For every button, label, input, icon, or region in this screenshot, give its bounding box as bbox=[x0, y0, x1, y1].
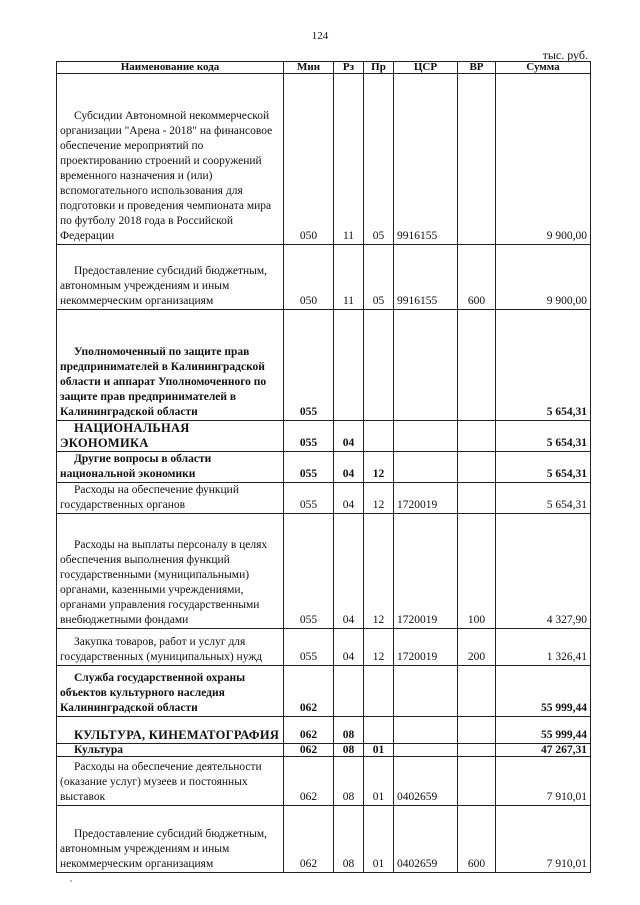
header-name: Наименование кода bbox=[57, 62, 284, 74]
cell-vr: 200 bbox=[458, 629, 496, 666]
cell-pr bbox=[364, 310, 394, 421]
cell-name: Расходы на обеспечение функций государственных органов bbox=[57, 483, 284, 514]
cell-vr bbox=[458, 421, 496, 452]
cell-sum: 5 654,31 bbox=[496, 452, 591, 483]
cell-pr bbox=[364, 421, 394, 452]
cell-sum: 55 999,44 bbox=[496, 717, 591, 744]
cell-csr bbox=[394, 666, 458, 717]
cell-csr bbox=[394, 452, 458, 483]
cell-sum: 5 654,31 bbox=[496, 421, 591, 452]
cell-sum: 7 910,01 bbox=[496, 757, 591, 806]
cell-csr: 1720019 bbox=[394, 483, 458, 514]
cell-vr bbox=[458, 744, 496, 757]
header-csr: ЦСР bbox=[394, 62, 458, 74]
cell-vr bbox=[458, 452, 496, 483]
page-number: 124 bbox=[311, 30, 329, 42]
cell-rz bbox=[334, 666, 364, 717]
header-pr: Пр bbox=[364, 62, 394, 74]
cell-vr: 600 bbox=[458, 245, 496, 310]
cell-min: 055 bbox=[284, 421, 334, 452]
cell-pr bbox=[364, 717, 394, 744]
cell-rz: 08 bbox=[334, 717, 364, 744]
units-label: тыс. руб. bbox=[542, 48, 588, 62]
header-sum: Сумма bbox=[496, 62, 591, 74]
cell-sum: 9 900,00 bbox=[496, 74, 591, 245]
cell-rz: 11 bbox=[334, 74, 364, 245]
cell-csr: 0402659 bbox=[394, 806, 458, 873]
cell-vr bbox=[458, 310, 496, 421]
cell-rz: 08 bbox=[334, 757, 364, 806]
cell-pr: 05 bbox=[364, 74, 394, 245]
cell-csr: 0402659 bbox=[394, 757, 458, 806]
table-row bbox=[57, 245, 591, 310]
cell-pr: 12 bbox=[364, 452, 394, 483]
cell-name: Другие вопросы в области национальной экономики bbox=[57, 452, 284, 483]
table-row bbox=[57, 629, 591, 666]
table-row bbox=[57, 744, 591, 757]
cell-pr: 12 bbox=[364, 629, 394, 666]
cell-min: 062 bbox=[284, 806, 334, 873]
table-row bbox=[57, 452, 591, 483]
cell-name: Предоставление субсидий бюджетным, автономным учреждениям и иным некоммерческим организациям bbox=[57, 245, 284, 310]
cell-min: 062 bbox=[284, 744, 334, 757]
table-row bbox=[57, 74, 591, 245]
cell-csr bbox=[394, 744, 458, 757]
cell-name: НАЦИОНАЛЬНАЯ ЭКОНОМИКА bbox=[57, 421, 284, 452]
cell-pr: 12 bbox=[364, 483, 394, 514]
cell-name: Культура bbox=[57, 744, 284, 757]
cell-min: 062 bbox=[284, 757, 334, 806]
cell-rz bbox=[334, 310, 364, 421]
cell-vr bbox=[458, 757, 496, 806]
cell-rz: 04 bbox=[334, 452, 364, 483]
cell-name: Служба государственной охраны объектов культурного наследия Калининградской области bbox=[57, 666, 284, 717]
cell-csr: 1720019 bbox=[394, 629, 458, 666]
cell-min: 055 bbox=[284, 452, 334, 483]
table-header-row bbox=[57, 62, 591, 74]
table-row bbox=[57, 757, 591, 806]
table-row bbox=[57, 717, 591, 744]
table-row bbox=[57, 666, 591, 717]
cell-name: Уполномоченный по защите прав предпринимателей в Калининградской области и аппарат Уполномоченного по защите прав предпринимателей в Калининградской области bbox=[57, 310, 284, 421]
cell-name: Субсидии Автономной некоммерческой организации "Арена - 2018" на финансовое обеспечение мероприятий по проектированию строений и сооружений временного назначения и (или) вспомогательного использования для подготовки и проведения чемпионата мира по футболу 2018 года в Российской Федерации bbox=[57, 74, 284, 245]
cell-min: 055 bbox=[284, 629, 334, 666]
budget-table bbox=[56, 61, 591, 873]
cell-sum: 7 910,01 bbox=[496, 806, 591, 873]
cell-csr: 1720019 bbox=[394, 514, 458, 629]
cell-min: 055 bbox=[284, 483, 334, 514]
cell-min: 062 bbox=[284, 717, 334, 744]
cell-pr: 01 bbox=[364, 806, 394, 873]
cell-vr bbox=[458, 717, 496, 744]
cell-vr bbox=[458, 666, 496, 717]
table-row bbox=[57, 514, 591, 629]
cell-sum: 1 326,41 bbox=[496, 629, 591, 666]
cell-name: Расходы на обеспечение деятельности (оказание услуг) музеев и постоянных выставок bbox=[57, 757, 284, 806]
cell-pr: 01 bbox=[364, 757, 394, 806]
cell-name: Предоставление субсидий бюджетным, автономным учреждениям и иным некоммерческим организациям bbox=[57, 806, 284, 873]
table-row bbox=[57, 483, 591, 514]
cell-sum: 9 900,00 bbox=[496, 245, 591, 310]
cell-sum: 47 267,31 bbox=[496, 744, 591, 757]
cell-name: Расходы на выплаты персоналу в целях обеспечения выполнения функций государственными (муниципальными) органами, казенными учреждениями, органами управления государственными внебюджетными фондами bbox=[57, 514, 284, 629]
table-row bbox=[57, 421, 591, 452]
cell-min: 050 bbox=[284, 245, 334, 310]
cell-rz: 08 bbox=[334, 806, 364, 873]
cell-name: КУЛЬТУРА, КИНЕМАТОГРАФИЯ bbox=[57, 717, 284, 744]
cell-min: 062 bbox=[284, 666, 334, 717]
header-vr: ВР bbox=[458, 62, 496, 74]
cell-vr bbox=[458, 74, 496, 245]
cell-sum: 55 999,44 bbox=[496, 666, 591, 717]
cell-csr: 9916155 bbox=[394, 74, 458, 245]
table-body bbox=[57, 74, 591, 873]
cell-min: 050 bbox=[284, 74, 334, 245]
header-rz: Рз bbox=[334, 62, 364, 74]
cell-min: 055 bbox=[284, 514, 334, 629]
table-row bbox=[57, 310, 591, 421]
cell-rz: 04 bbox=[334, 421, 364, 452]
cell-vr: 100 bbox=[458, 514, 496, 629]
cell-pr: 01 bbox=[364, 744, 394, 757]
cell-sum: 4 327,90 bbox=[496, 514, 591, 629]
table-row bbox=[57, 806, 591, 873]
cell-vr bbox=[458, 483, 496, 514]
scan-speck bbox=[70, 880, 72, 882]
cell-rz: 04 bbox=[334, 483, 364, 514]
cell-csr bbox=[394, 421, 458, 452]
cell-sum: 5 654,31 bbox=[496, 310, 591, 421]
cell-rz: 08 bbox=[334, 744, 364, 757]
cell-min: 055 bbox=[284, 310, 334, 421]
cell-sum: 5 654,31 bbox=[496, 483, 591, 514]
cell-rz: 11 bbox=[334, 245, 364, 310]
cell-csr: 9916155 bbox=[394, 245, 458, 310]
cell-rz: 04 bbox=[334, 514, 364, 629]
cell-name: Закупка товаров, работ и услуг для государственных (муниципальных) нужд bbox=[57, 629, 284, 666]
cell-csr bbox=[394, 310, 458, 421]
cell-pr bbox=[364, 666, 394, 717]
cell-pr: 05 bbox=[364, 245, 394, 310]
cell-rz: 04 bbox=[334, 629, 364, 666]
cell-pr: 12 bbox=[364, 514, 394, 629]
cell-csr bbox=[394, 717, 458, 744]
header-min: Мин bbox=[284, 62, 334, 74]
cell-vr: 600 bbox=[458, 806, 496, 873]
